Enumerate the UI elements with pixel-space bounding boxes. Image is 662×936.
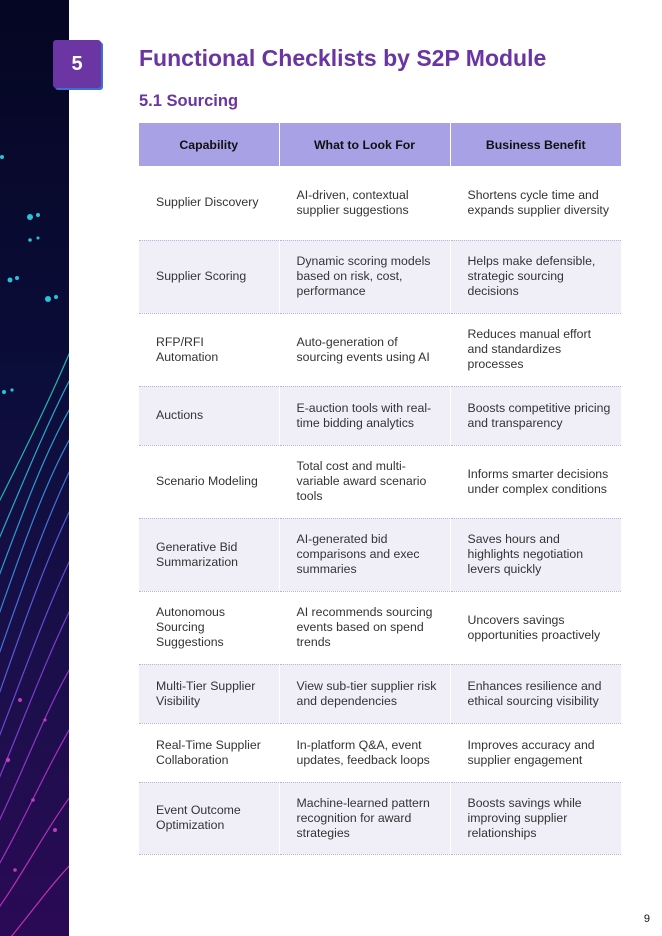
look-for-cell: AI recommends sourcing events based on spend trends xyxy=(279,591,450,664)
table-row xyxy=(139,166,621,240)
benefit-cell: Helps make defensible, strategic sourcing decisions xyxy=(450,240,621,313)
capability-cell: Multi-Tier Supplier Visibility xyxy=(139,664,279,723)
capability-cell: Scenario Modeling xyxy=(139,445,279,518)
capability-cell: Supplier Discovery xyxy=(139,166,279,240)
capability-cell: Event Outcome Optimization xyxy=(139,782,279,854)
benefit-cell: Reduces manual effort and standardizes processes xyxy=(450,313,621,386)
look-for-cell: AI-driven, contextual supplier suggestions xyxy=(279,166,450,240)
column-header-what-to-look-for: What to Look For xyxy=(279,123,450,166)
table-row xyxy=(139,664,621,723)
capability-cell: RFP/RFI Automation xyxy=(139,313,279,386)
page-title: Functional Checklists by S2P Module xyxy=(139,45,547,71)
benefit-cell: Boosts savings while improving supplier relationships xyxy=(450,782,621,854)
capability-cell: Generative Bid Summarization xyxy=(139,518,279,591)
table-header-row xyxy=(139,123,621,166)
look-for-cell: Total cost and multi-variable award scenario tools xyxy=(279,445,450,518)
benefit-cell: Saves hours and highlights negotiation levers quickly xyxy=(450,518,621,591)
column-header-business-benefit: Business Benefit xyxy=(450,123,621,166)
table-row xyxy=(139,386,621,445)
look-for-cell: E-auction tools with real-time bidding analytics xyxy=(279,386,450,445)
chapter-number-badge: 5 xyxy=(53,40,101,88)
look-for-cell: Auto-generation of sourcing events using AI xyxy=(279,313,450,386)
benefit-cell: Shortens cycle time and expands supplier diversity xyxy=(450,166,621,240)
benefit-cell: Enhances resilience and ethical sourcing visibility xyxy=(450,664,621,723)
benefit-cell: Informs smarter decisions under complex conditions xyxy=(450,445,621,518)
page-number: 9 xyxy=(643,913,650,925)
table-row xyxy=(139,240,621,313)
look-for-cell: AI-generated bid comparisons and exec summaries xyxy=(279,518,450,591)
look-for-cell: Machine-learned pattern recognition for award strategies xyxy=(279,782,450,854)
table-row xyxy=(139,313,621,386)
look-for-cell: View sub-tier supplier risk and dependencies xyxy=(279,664,450,723)
capability-checklist-table xyxy=(139,123,621,855)
light-streaks-graphic xyxy=(0,0,69,936)
benefit-cell: Improves accuracy and supplier engagement xyxy=(450,723,621,782)
look-for-cell: In-platform Q&A, event updates, feedback loops xyxy=(279,723,450,782)
table-row xyxy=(139,723,621,782)
table-row xyxy=(139,782,621,854)
capability-cell: Autonomous Sourcing Suggestions xyxy=(139,591,279,664)
look-for-cell: Dynamic scoring models based on risk, cost, performance xyxy=(279,240,450,313)
table-row xyxy=(139,445,621,518)
section-title: 5.1 Sourcing xyxy=(139,92,239,110)
capability-cell: Supplier Scoring xyxy=(139,240,279,313)
column-header-capability: Capability xyxy=(139,123,279,166)
table-row xyxy=(139,591,621,664)
table-row xyxy=(139,518,621,591)
capability-cell: Auctions xyxy=(139,386,279,445)
decorative-side-band xyxy=(0,0,69,936)
benefit-cell: Boosts competitive pricing and transparency xyxy=(450,386,621,445)
capability-cell: Real-Time Supplier Collaboration xyxy=(139,723,279,782)
benefit-cell: Uncovers savings opportunities proactively xyxy=(450,591,621,664)
